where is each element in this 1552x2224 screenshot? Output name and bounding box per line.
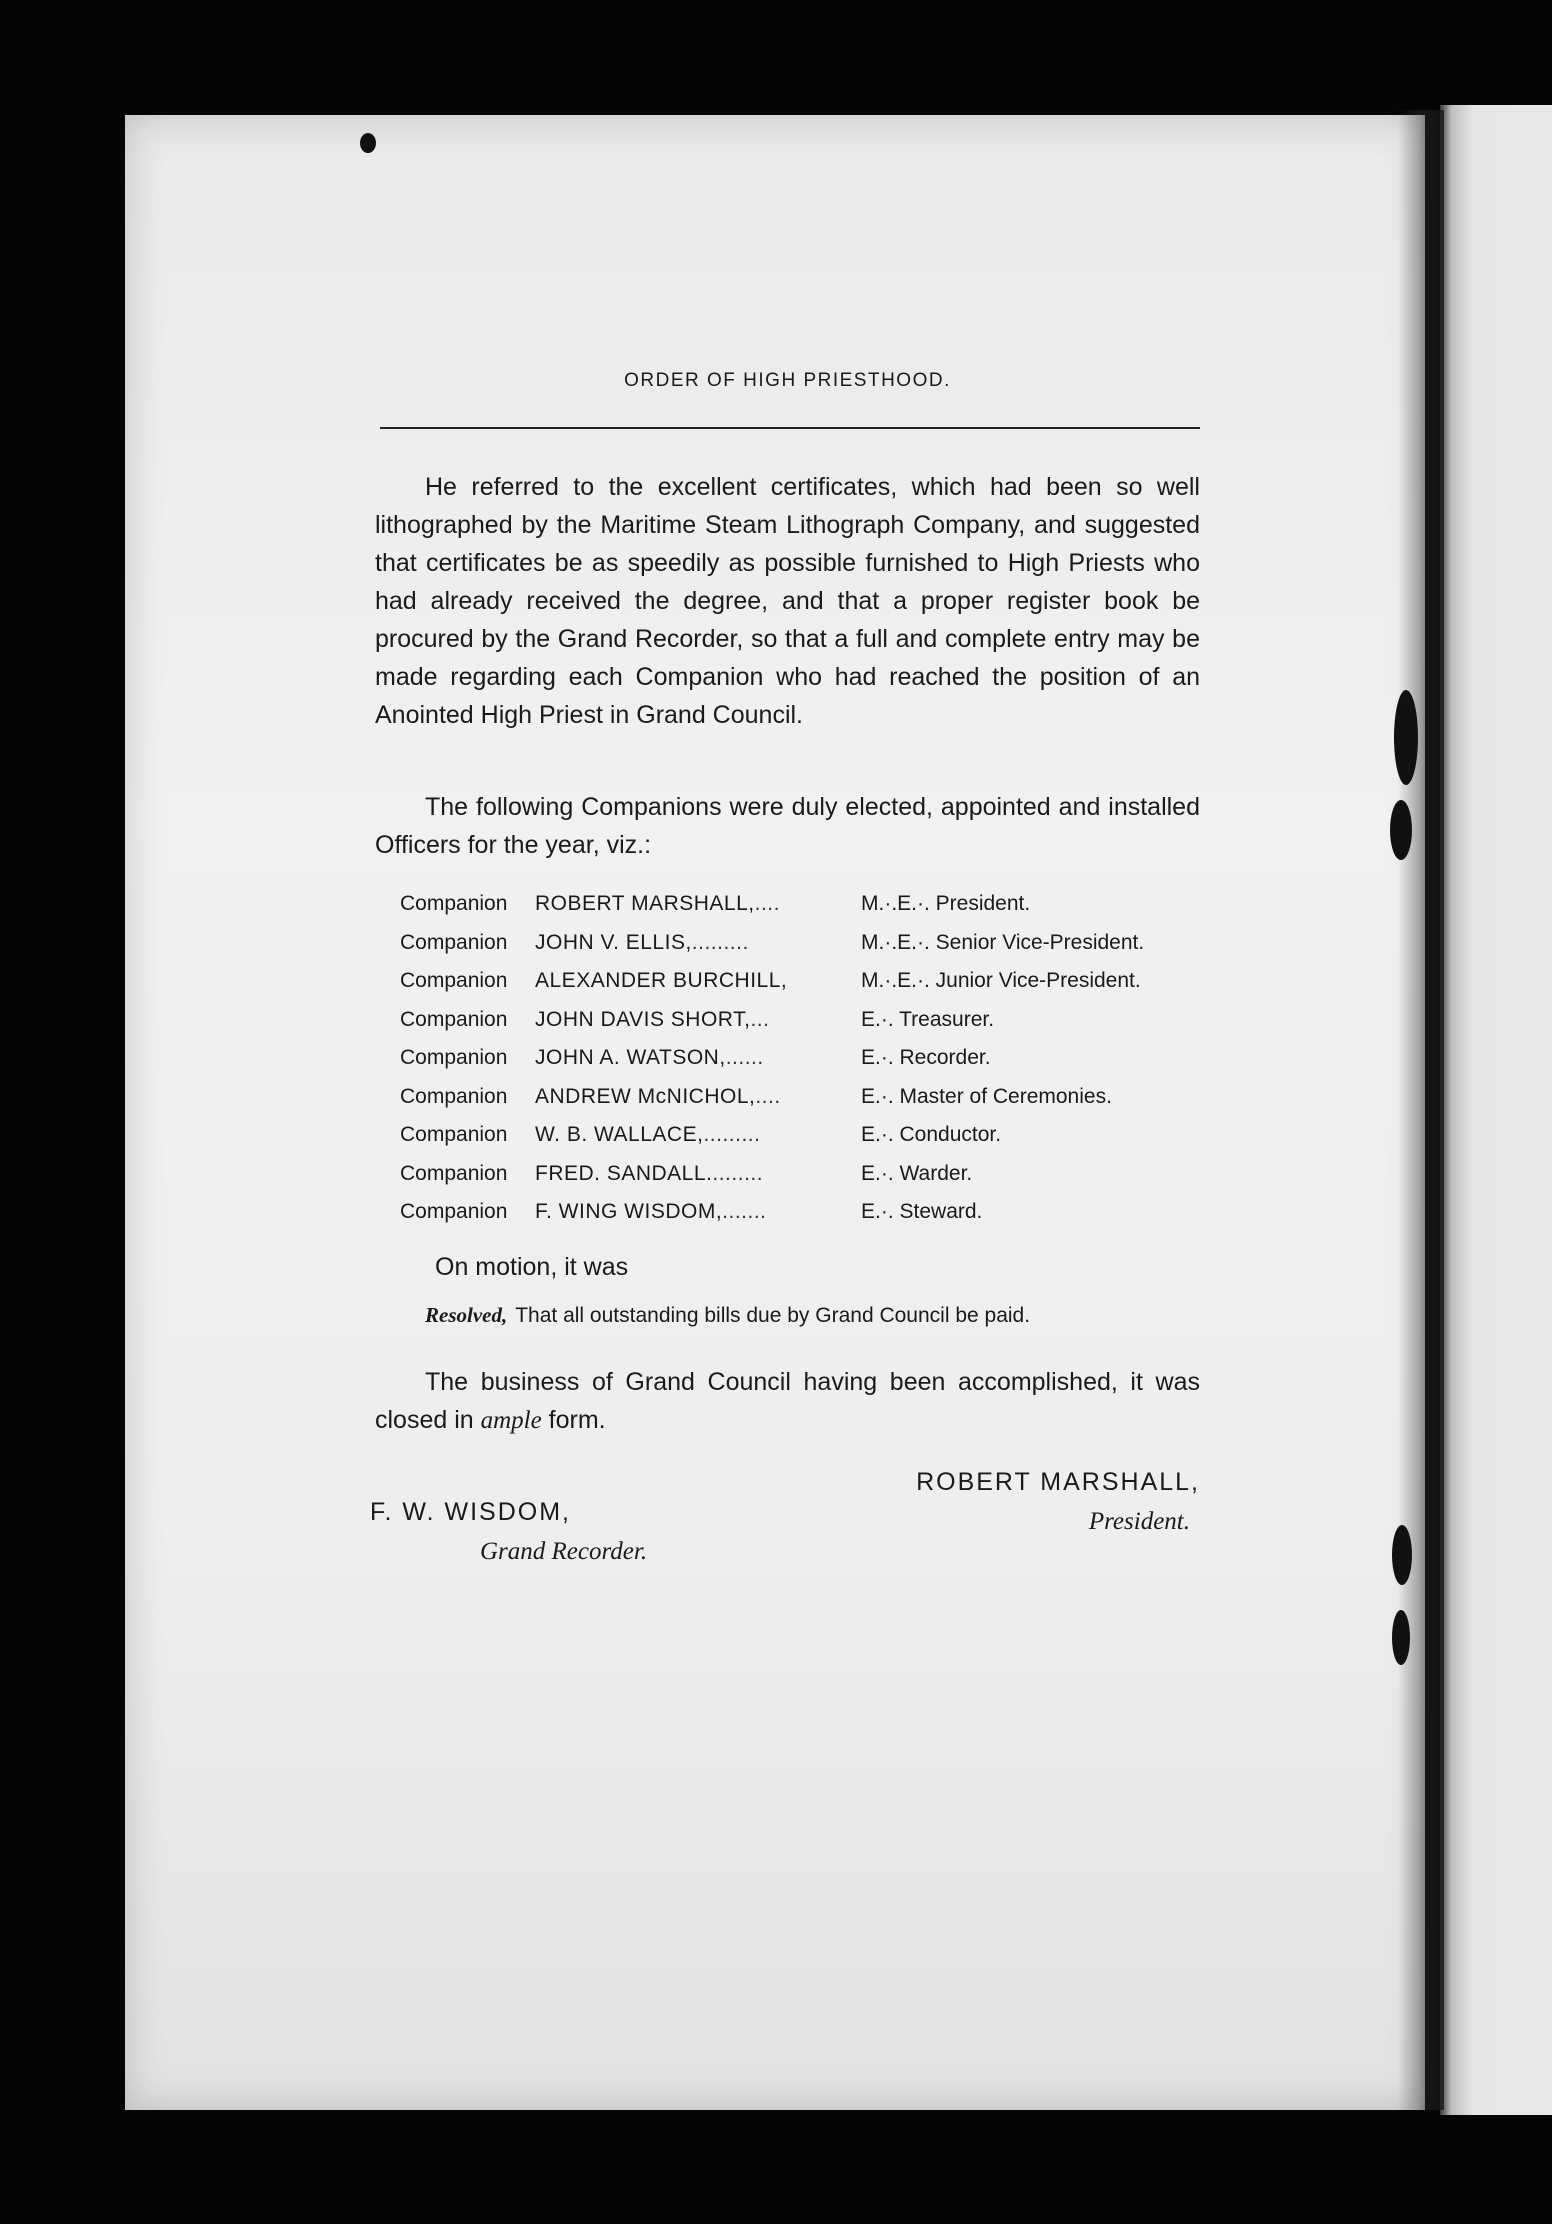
binding-gutter	[1398, 110, 1444, 2110]
officer-title: E.·. Treasurer.	[861, 1007, 995, 1031]
resolved-label: Resolved,	[425, 1303, 508, 1327]
officer-row	[400, 924, 1200, 963]
officer-name: W. B. WALLACE,.........	[535, 1123, 761, 1146]
officer-row	[400, 1078, 1200, 1117]
officer-prefix: Companion	[400, 892, 508, 915]
recorder-signature-title: Grand Recorder.	[480, 1538, 648, 1565]
officer-row	[400, 1001, 1200, 1040]
officer-name: JOHN V. ELLIS,.........	[535, 930, 749, 954]
officer-prefix: Companion	[400, 1084, 508, 1108]
ink-blot	[1390, 800, 1412, 860]
officer-row	[400, 1039, 1200, 1078]
ink-blot	[1392, 1525, 1412, 1585]
head-rule	[380, 427, 1200, 429]
officer-name: FRED. SANDALL.........	[535, 1161, 764, 1185]
ink-blot	[360, 133, 376, 153]
officer-prefix: Companion	[400, 1123, 508, 1146]
closing-paragraph: The business of Grand Council having been accomplished, it was closed in ample form.	[375, 1368, 1200, 1434]
resolved-text: That all outstanding bills due by Grand Council be paid.	[515, 1304, 1031, 1327]
officer-name: JOHN A. WATSON,......	[535, 1046, 764, 1069]
officer-row	[400, 1155, 1200, 1194]
officer-prefix: Companion	[400, 1007, 508, 1031]
ink-blot	[1394, 690, 1418, 785]
president-signature-title: President.	[1088, 1508, 1190, 1535]
officer-prefix: Companion	[400, 1200, 508, 1223]
officer-row	[400, 885, 1200, 924]
recorder-signature-name: F. W. WISDOM,	[370, 1498, 571, 1526]
paragraph-officers-intro: The following Companions were duly elected, appointed and installed Officers for the year, viz.:	[375, 793, 1200, 859]
officer-name: JOHN DAVIS SHORT,...	[535, 1007, 770, 1031]
officer-title: E.·. Master of Ceremonies.	[861, 1084, 1112, 1108]
officer-name: ALEXANDER BURCHILL,	[535, 969, 788, 992]
officer-name: ANDREW McNICHOL,....	[535, 1084, 781, 1108]
officer-row	[400, 962, 1200, 1001]
officer-prefix: Companion	[400, 1046, 508, 1069]
officer-name: ROBERT MARSHALL,....	[535, 892, 780, 915]
officer-name: F. WING WISDOM,.......	[535, 1200, 767, 1223]
officer-title: M.·.E.·. Senior Vice-President.	[861, 930, 1145, 954]
officer-title: E.·. Warder.	[861, 1161, 973, 1185]
paragraph-certificates: He referred to the excellent certificates, which had been so well lithographed by the Maritime Steam Lithograph Company, and suggested that certificates be as speedily as possible furnished to High Priests who had already received the degree, and that a proper register book be procured by the Grand Recorder, so that a full and complete entry may be made regarding each Companion who had reached the position of an Anointed High Priest in Grand Council.	[375, 473, 1200, 729]
officer-prefix: Companion	[400, 930, 508, 954]
officer-prefix: Companion	[400, 1161, 508, 1185]
officer-title: M.·.E.·. President.	[861, 892, 1031, 915]
running-head: ORDER OF HIGH PRIESTHOOD.	[624, 370, 951, 391]
president-signature-name: ROBERT MARSHALL,	[916, 1468, 1200, 1496]
resolution	[425, 1303, 1205, 1328]
next-page-edge	[1440, 105, 1552, 2115]
officer-prefix: Companion	[400, 969, 508, 992]
officer-title: E.·. Conductor.	[861, 1123, 1002, 1146]
closing-italic: ample	[480, 1407, 542, 1434]
ink-blot	[1392, 1610, 1410, 1665]
motion-line: On motion, it was	[435, 1253, 629, 1281]
officer-row	[400, 1193, 1200, 1232]
officer-title: M.·.E.·. Junior Vice-President.	[861, 969, 1141, 992]
officer-row	[400, 1116, 1200, 1155]
officer-title: E.·. Steward.	[861, 1200, 983, 1223]
officers-list	[400, 885, 1200, 1232]
officer-title: E.·. Recorder.	[861, 1046, 991, 1069]
